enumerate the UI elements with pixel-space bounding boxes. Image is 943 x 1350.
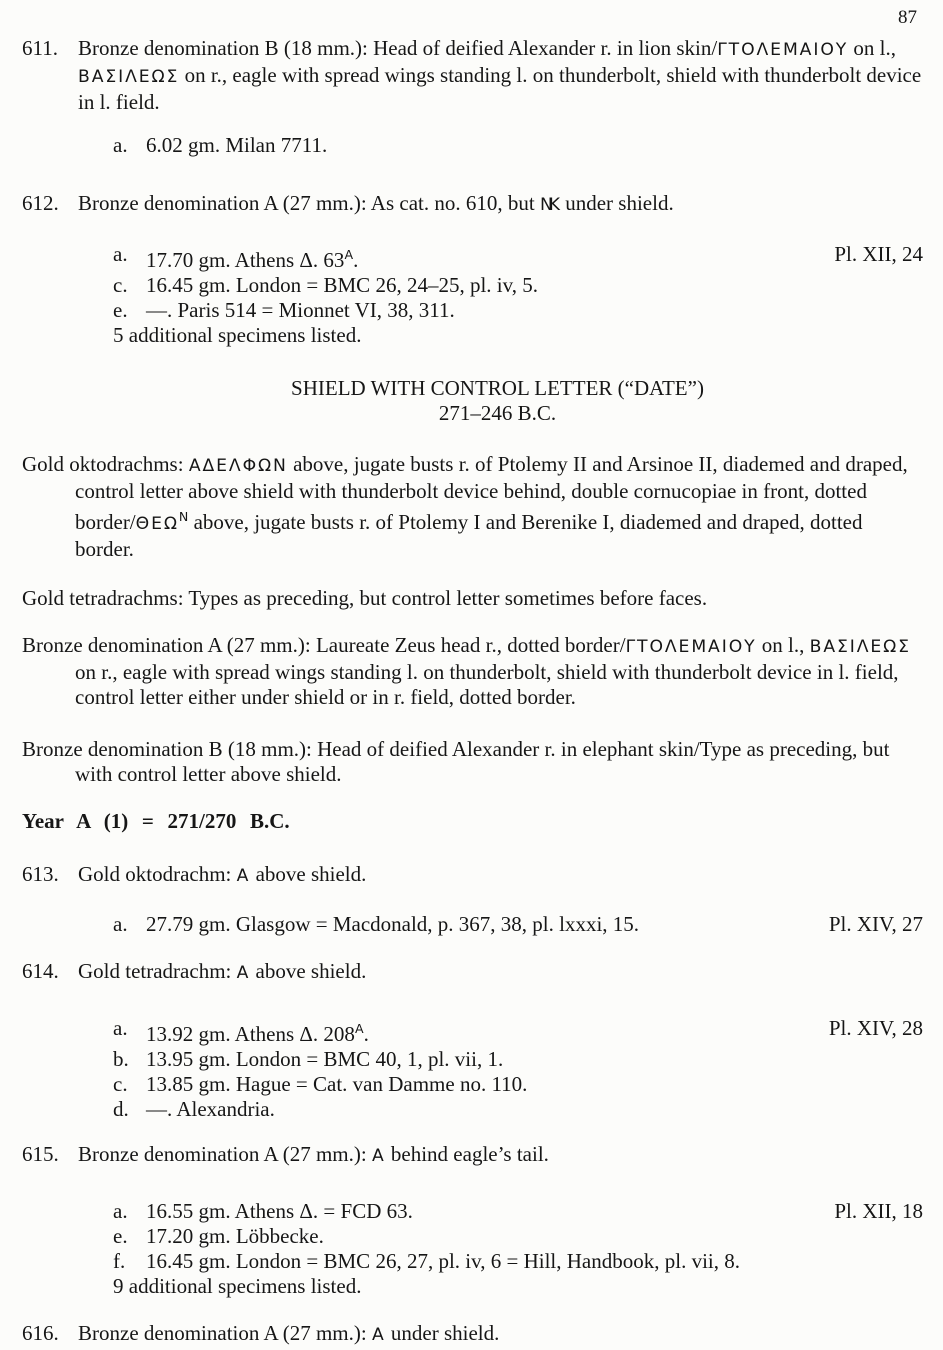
specimen-letter: d. bbox=[113, 1097, 129, 1121]
specimen-row-614b bbox=[78, 1047, 923, 1072]
section-heading-title: SHIELD WITH CONTROL LETTER (“DATE”) bbox=[291, 376, 704, 400]
text-segment: Gold tetradrachm: bbox=[78, 959, 237, 983]
specimen-letter: a. bbox=[113, 242, 128, 266]
legend-text-segment: A bbox=[371, 1146, 386, 1166]
text-segment: —. Paris 514 = Mionnet VI, 38, 311. bbox=[146, 298, 455, 322]
specimen-text bbox=[146, 133, 923, 158]
entry-description bbox=[78, 191, 923, 218]
specimen-letter: a. bbox=[113, 1016, 128, 1040]
specimen-text bbox=[146, 298, 923, 323]
text-segment: 17.20 gm. Löbbecke. bbox=[146, 1224, 324, 1248]
specimen-list bbox=[78, 1199, 923, 1299]
entry-612 bbox=[22, 191, 943, 348]
page-number: 87 bbox=[898, 7, 917, 28]
specimen-text bbox=[146, 1016, 923, 1047]
legend-text-segment: ΒΑΣΙΛΕΩΣ bbox=[809, 637, 911, 657]
legend-text-segment: A bbox=[371, 1325, 386, 1345]
entry-number: 611. bbox=[22, 36, 58, 60]
text-segment: 16.45 gm. London = BMC 26, 24–25, pl. iv, 5. bbox=[146, 273, 538, 297]
specimen-letter: a. bbox=[113, 912, 128, 936]
text-segment: Bronze denomination A (27 mm.): bbox=[78, 1142, 372, 1166]
legend-text-segment: ΒΑΣΙΛΕΩΣ bbox=[78, 67, 180, 87]
text-segment: above shield. bbox=[250, 862, 367, 886]
specimen-text bbox=[146, 1097, 923, 1122]
text-segment: under shield. bbox=[385, 1321, 500, 1345]
entry-number: 614. bbox=[22, 959, 59, 983]
specimen-letter: f. bbox=[113, 1249, 126, 1273]
specimen-letter: e. bbox=[113, 298, 128, 322]
additional-specimens-note: 9 additional specimens listed. bbox=[113, 1274, 362, 1298]
entry-description bbox=[78, 36, 923, 115]
specimen-list bbox=[78, 242, 923, 348]
legend-text-segment: A bbox=[344, 247, 354, 262]
text-segment: . bbox=[353, 248, 359, 272]
text-segment: 16.55 gm. Athens Δ. = FCD 63. bbox=[146, 1199, 413, 1223]
text-segment: Bronze denomination A (27 mm.): Laureate Zeus head r., dotted border/ bbox=[22, 633, 626, 657]
specimen-letter: b. bbox=[113, 1047, 129, 1071]
text-segment: 17.70 gm. Athens Δ. 63 bbox=[146, 248, 345, 272]
specimen-row-615e bbox=[78, 1224, 923, 1249]
text-segment: on r., eagle with spread wings standing l. on thunderbolt, shield with thunderbolt device in l. field. bbox=[78, 63, 922, 114]
specimen-letter: c. bbox=[113, 273, 128, 297]
text-segment: Gold oktodrachms: bbox=[22, 452, 189, 476]
legend-text-segment: NK bbox=[539, 195, 556, 215]
specimen-text bbox=[146, 1072, 923, 1097]
specimen-text bbox=[146, 273, 923, 298]
specimen-row-614a bbox=[78, 1016, 923, 1047]
entry-body bbox=[78, 1321, 923, 1348]
entry-body bbox=[78, 36, 923, 158]
specimen-letter: c. bbox=[113, 1072, 128, 1096]
text-segment: above, jugate busts r. of Ptolemy I and Berenike I, diademed and draped, dotted border. bbox=[75, 510, 863, 561]
text-segment: Bronze denomination A (27 mm.): As cat. no. 610, but bbox=[78, 191, 540, 215]
entry-616 bbox=[22, 1321, 943, 1348]
specimen-text bbox=[146, 1199, 923, 1224]
specimen-text bbox=[146, 1224, 923, 1249]
specimen-text bbox=[146, 1047, 923, 1072]
plate-reference: Pl. XII, 18 bbox=[834, 1199, 923, 1223]
text-segment: 13.85 gm. Hague = Cat. van Damme no. 110. bbox=[146, 1072, 528, 1096]
specimen-list bbox=[78, 912, 923, 937]
text-segment: on l., bbox=[756, 633, 810, 657]
entry-number: 612. bbox=[22, 191, 59, 215]
text-segment: Gold tetradrachms: Types as preceding, but control letter sometimes before faces. bbox=[22, 586, 708, 610]
legend-text-segment: A bbox=[354, 1021, 364, 1036]
specimen-letter: e. bbox=[113, 1224, 128, 1248]
legend-text-segment: ΓΤΟΛΕΜΑΙΟΥ bbox=[625, 637, 757, 657]
type-paragraph-gold-tetradrachms bbox=[22, 586, 920, 611]
additional-specimens-note: 5 additional specimens listed. bbox=[113, 323, 362, 347]
specimen-row-615a bbox=[78, 1199, 923, 1224]
specimen-text bbox=[146, 242, 923, 273]
legend-text-segment: ΓΤΟΛΕΜΑΙΟΥ bbox=[717, 40, 849, 60]
legend-text-segment: ΑΔΕΛΦΩΝ bbox=[188, 456, 288, 476]
text-segment: Bronze denomination B (18 mm.): Head of deified Alexander r. in lion skin/ bbox=[78, 36, 718, 60]
legend-text-segment: A bbox=[236, 866, 251, 886]
text-segment: 13.95 gm. London = BMC 40, 1, pl. vii, 1. bbox=[146, 1047, 504, 1071]
legend-text-segment: N bbox=[178, 509, 189, 524]
text-segment: under shield. bbox=[559, 191, 674, 215]
specimen-row-613a bbox=[78, 912, 923, 937]
text-segment: Bronze denomination A (27 mm.): bbox=[78, 1321, 372, 1345]
text-segment: above, jugate busts r. of Ptolemy II and Arsinoe II, diademed and draped, control letter above shield with thunderbolt device behind, double cornucopiae in front, dotted border/ bbox=[75, 452, 908, 534]
specimen-row-612c bbox=[78, 273, 923, 298]
text-segment: behind eagle’s tail. bbox=[385, 1142, 549, 1166]
entry-number: 616. bbox=[22, 1321, 59, 1345]
text-segment: 13.92 gm. Athens Δ. 208 bbox=[146, 1022, 355, 1046]
plate-reference: Pl. XIV, 27 bbox=[828, 912, 923, 936]
plate-reference: Pl. XII, 24 bbox=[834, 242, 923, 266]
entry-number: 613. bbox=[22, 862, 59, 886]
entry-description bbox=[78, 862, 923, 889]
specimen-row-614d bbox=[78, 1097, 923, 1122]
entry-613 bbox=[22, 862, 943, 937]
entry-number: 615. bbox=[22, 1142, 59, 1166]
text-segment: on l., bbox=[848, 36, 896, 60]
specimen-letter: a. bbox=[113, 133, 128, 157]
entry-body bbox=[78, 862, 923, 937]
section-heading bbox=[75, 376, 920, 426]
specimen-row-614c bbox=[78, 1072, 923, 1097]
entry-615 bbox=[22, 1142, 943, 1299]
specimen-text bbox=[146, 1249, 923, 1274]
section-heading-dates: 271–246 B.C. bbox=[438, 401, 557, 425]
text-segment: —. Alexandria. bbox=[146, 1097, 275, 1121]
text-segment: on r., eagle with spread wings standing l. on thunderbolt, shield with thunderbolt device in l. field, control letter either under shield or in r. field, dotted border. bbox=[75, 660, 899, 709]
year-heading: Year A (1) = 271/270 B.C. bbox=[22, 809, 290, 833]
specimen-list bbox=[78, 1016, 923, 1122]
entry-body bbox=[78, 1142, 923, 1299]
text-segment: 6.02 gm. Milan 7711. bbox=[146, 133, 328, 157]
entry-614 bbox=[22, 959, 943, 1122]
specimen-list bbox=[78, 133, 923, 158]
specimen-letter: a. bbox=[113, 1199, 128, 1223]
specimen-row-611a bbox=[78, 133, 923, 158]
entry-body bbox=[78, 959, 923, 1122]
entry-611 bbox=[22, 36, 943, 158]
type-paragraph-bronze-b bbox=[22, 737, 920, 787]
entry-description bbox=[78, 1321, 923, 1348]
text-segment: Gold oktodrachm: bbox=[78, 862, 237, 886]
type-paragraph-bronze-a bbox=[22, 633, 920, 710]
specimen-row-615f bbox=[78, 1249, 923, 1274]
text-segment: above shield. bbox=[250, 959, 367, 983]
specimen-row-612e bbox=[78, 298, 923, 323]
entry-description bbox=[78, 959, 923, 986]
entry-body bbox=[78, 191, 923, 348]
text-segment: . bbox=[363, 1022, 369, 1046]
specimen-row-612a bbox=[78, 242, 923, 273]
text-segment: 16.45 gm. London = BMC 26, 27, pl. iv, 6 = Hill, Handbook, pl. vii, 8. bbox=[146, 1249, 740, 1273]
text-segment: Bronze denomination B (18 mm.): Head of deified Alexander r. in elephant skin/Type as preceding, but with control letter above shield. bbox=[22, 737, 890, 786]
type-paragraph-gold-oktodrachms bbox=[22, 452, 920, 562]
entry-description bbox=[78, 1142, 923, 1169]
legend-text-segment: A bbox=[236, 963, 251, 983]
plate-reference: Pl. XIV, 28 bbox=[828, 1016, 923, 1040]
specimen-text bbox=[146, 912, 923, 937]
text-segment: 27.79 gm. Glasgow = Macdonald, p. 367, 38, pl. lxxxi, 15. bbox=[146, 912, 640, 936]
legend-text-segment: ΘΕΩ bbox=[135, 514, 179, 534]
